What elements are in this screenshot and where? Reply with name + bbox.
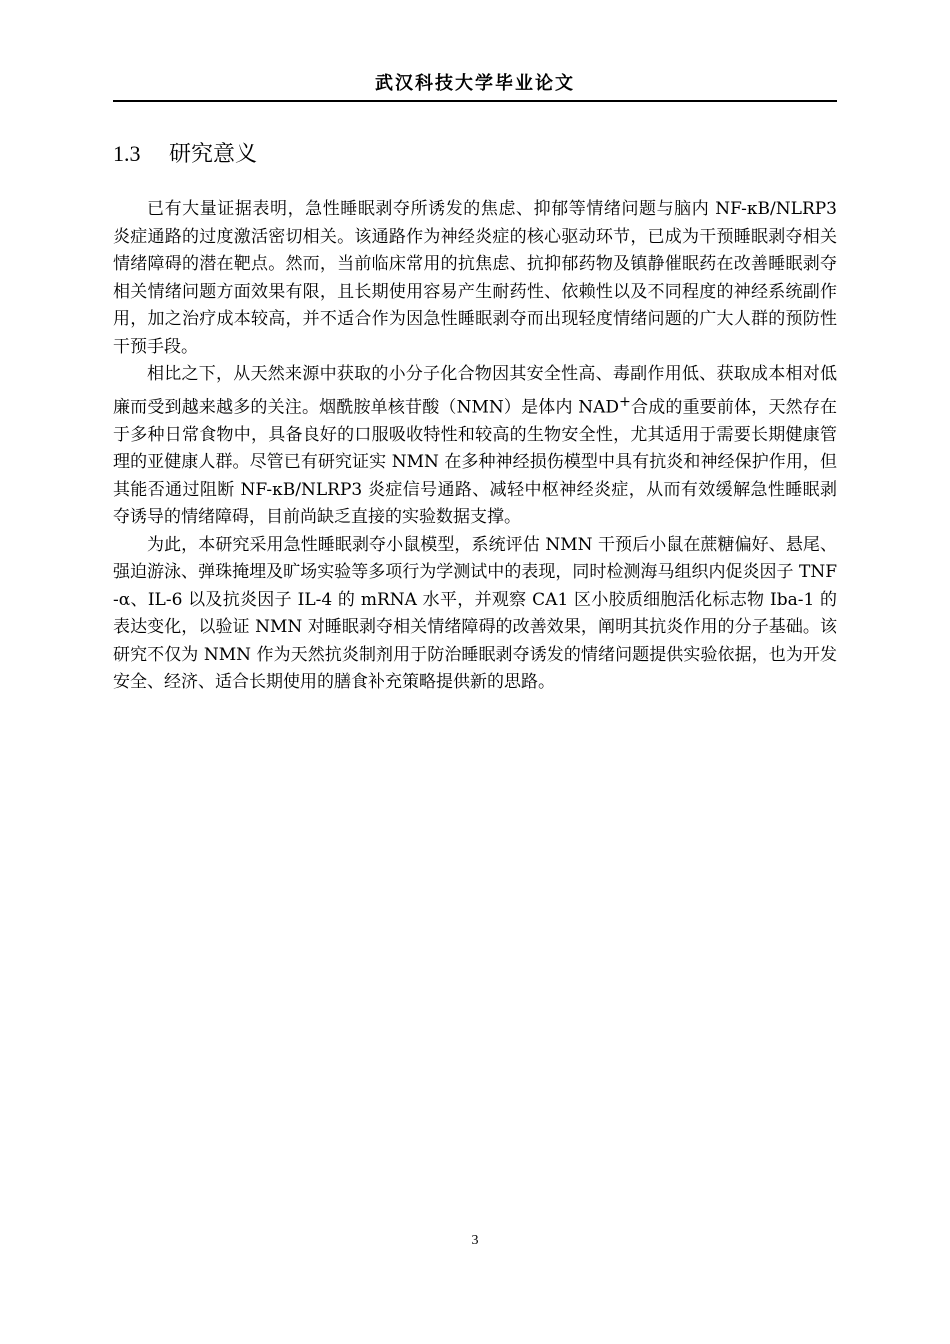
page-header: [113, 72, 837, 102]
page-number: 3: [471, 1233, 479, 1248]
header-title: 武汉科技大学毕业论文: [375, 73, 575, 94]
section-number: 1.3: [113, 141, 141, 166]
paragraph-2: [113, 361, 837, 532]
paragraph-3: 为此，本研究采用急性睡眠剥夺小鼠模型，系统评估 NMN 干预后小鼠在蔗糖偏好、悬尾、强迫游泳、弹珠掩埋及旷场实验等多项行为学测试中的表现，同时检测海马组织内促炎因子 TNF-α、IL-6 以及抗炎因子 IL-4 的 mRNA 水平，并观察 CA1 区小胶质细胞活化标志物 Iba-1 的表达变化，以验证 NMN 对睡眠剥夺相关情绪障碍的改善效果，阐明其抗炎作用的分子基础。该研究不仅为 NMN 作为天然抗炎制剂用于防治睡眠剥夺诱发的情绪问题提供实验依据，也为开发安全、经济、适合长期使用的膳食补充策略提供新的思路。: [113, 534, 837, 693]
superscript-plus: +: [618, 393, 631, 410]
body-text: [113, 196, 837, 697]
section-heading: [113, 140, 257, 169]
paragraph-1: 已有大量证据表明，急性睡眠剥夺所诱发的焦虑、抑郁等情绪问题与脑内 NF-κB/NLRP3 炎症通路的过度激活密切相关。该通路作为神经炎症的核心驱动环节，已成为干预睡眠剥夺相关情绪障碍的潜在靶点。然而，当前临床常用的抗焦虑、抗抑郁药物及镇静催眠药在改善睡眠剥夺相关情绪问题方面效果有限，且长期使用容易产生耐药性、依赖性以及不同程度的神经系统副作用，加之治疗成本较高，并不适合作为因急性睡眠剥夺而出现轻度情绪问题的广大人群的预防性干预手段。: [113, 199, 837, 357]
paragraph-2-before: 相比之下，从天然来源中获取的小分子化合物因其安全性高、毒副作用低、获取成本相对低廉而受到越来越多的关注。烟酰胺单核苷酸（NMN）是体内 NAD: [113, 364, 837, 418]
paragraph-2-after: 合成的重要前体，天然存在于多种日常食物中，具备良好的口服吸收特性和较高的生物安全性，尤其适用于需要长期健康管理的亚健康人群。尽管已有研究证实 NMN 在多种神经损伤模型中具有抗炎和神经保护作用，但其能否通过阻断 NF-κB/NLRP3 炎症信号通路、减轻中枢神经炎症，从而有效缓解急性睡眠剥夺诱导的情绪障碍，目前尚缺乏直接的实验数据支撑。: [113, 397, 838, 528]
section-title: 研究意义: [169, 142, 258, 167]
